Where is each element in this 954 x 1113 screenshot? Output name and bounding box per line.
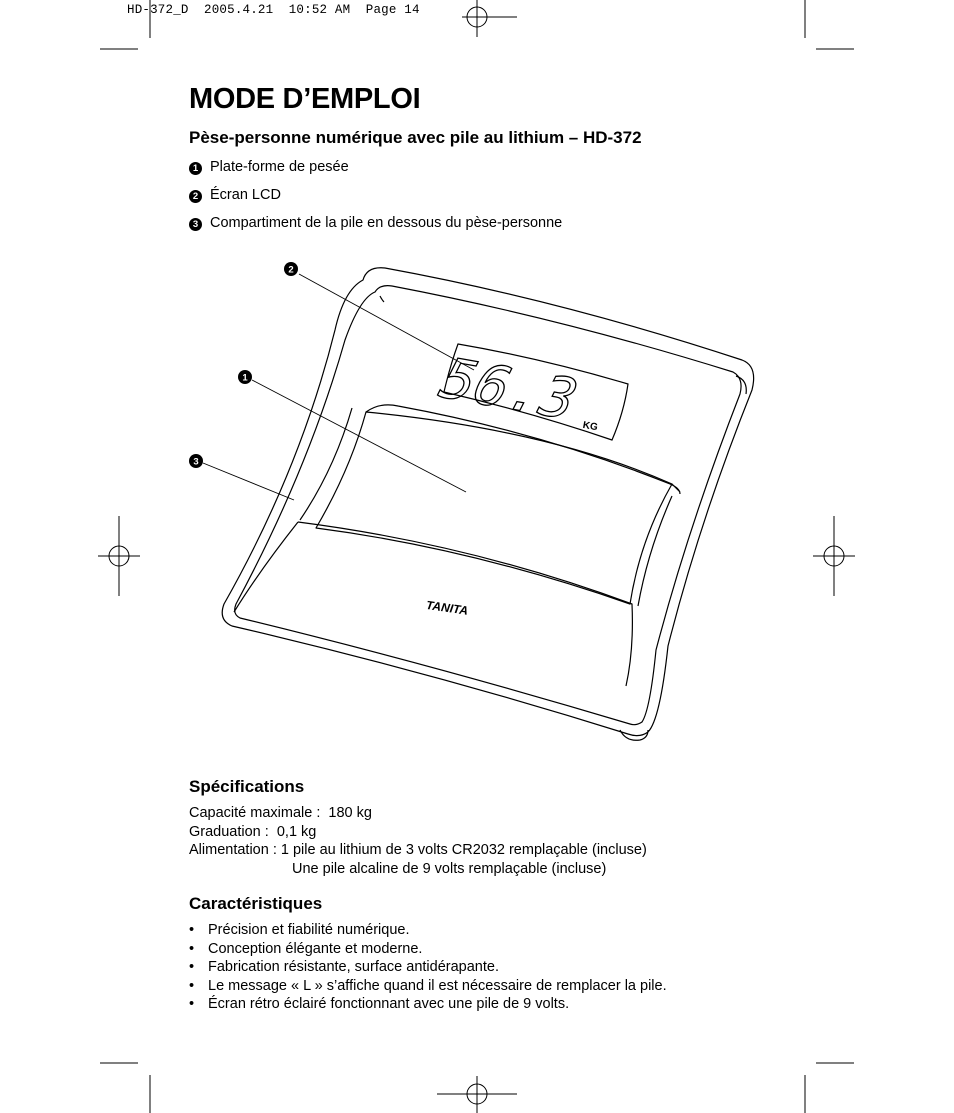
specifications-heading: Spécifications [189, 777, 305, 796]
spec-row-continuation: Une pile alcaline de 9 volts remplaçable (incluse) [292, 860, 607, 877]
svg-text:1: 1 [242, 372, 248, 384]
weighing-platform [316, 412, 672, 604]
lcd-unit: KG [581, 419, 599, 434]
list-item: • Le message « L » s’affiche quand il est nécessaire de remplacer la pile. [189, 977, 667, 994]
page-title: MODE D’EMPLOI [189, 83, 421, 115]
svg-text:3: 3 [193, 456, 199, 468]
lcd-display [433, 344, 628, 440]
list-item: • Fabrication résistante, surface antidérapante. [189, 959, 499, 975]
brand-logo: TANITA [425, 598, 469, 618]
list-item: • Précision et fiabilité numérique. [189, 922, 410, 938]
callout-1 [238, 370, 252, 384]
part-label: Écran LCD [210, 187, 281, 203]
specifications-block [189, 804, 647, 878]
number-badge: 1 [189, 162, 202, 175]
part-label: Compartiment de la pile en dessous du pèse-personne [210, 215, 563, 231]
spec-row: Alimentation : 1 pile au lithium de 3 volts CR2032 remplaçable (incluse) [189, 842, 647, 858]
svg-text:2: 2 [288, 264, 294, 276]
callout-3 [189, 454, 203, 468]
spec-row: Capacité maximale : 180 kg [189, 805, 372, 821]
list-item: • Conception élégante et moderne. [189, 940, 423, 957]
list-item: • Écran rétro éclairé fonctionnant avec une pile de 9 volts. [189, 996, 570, 1012]
features-list [189, 921, 667, 1014]
part-label: Plate-forme de pesée [210, 159, 349, 175]
scale-outer-outline [222, 268, 753, 736]
product-subtitle: Pèse-personne numérique avec pile au lithium – HD-372 [189, 128, 642, 147]
features-heading: Caractéristiques [189, 894, 323, 913]
number-badge: 3 [189, 218, 202, 231]
spec-row: Graduation : 0,1 kg [189, 823, 317, 840]
printer-slug: HD-372_D 2005.4.21 10:52 AM Page 14 [127, 3, 420, 17]
callout-2 [284, 262, 298, 276]
scale-inner-rim [235, 286, 741, 725]
number-badge: 2 [189, 190, 202, 203]
lcd-reading: 56.3 [433, 346, 585, 433]
